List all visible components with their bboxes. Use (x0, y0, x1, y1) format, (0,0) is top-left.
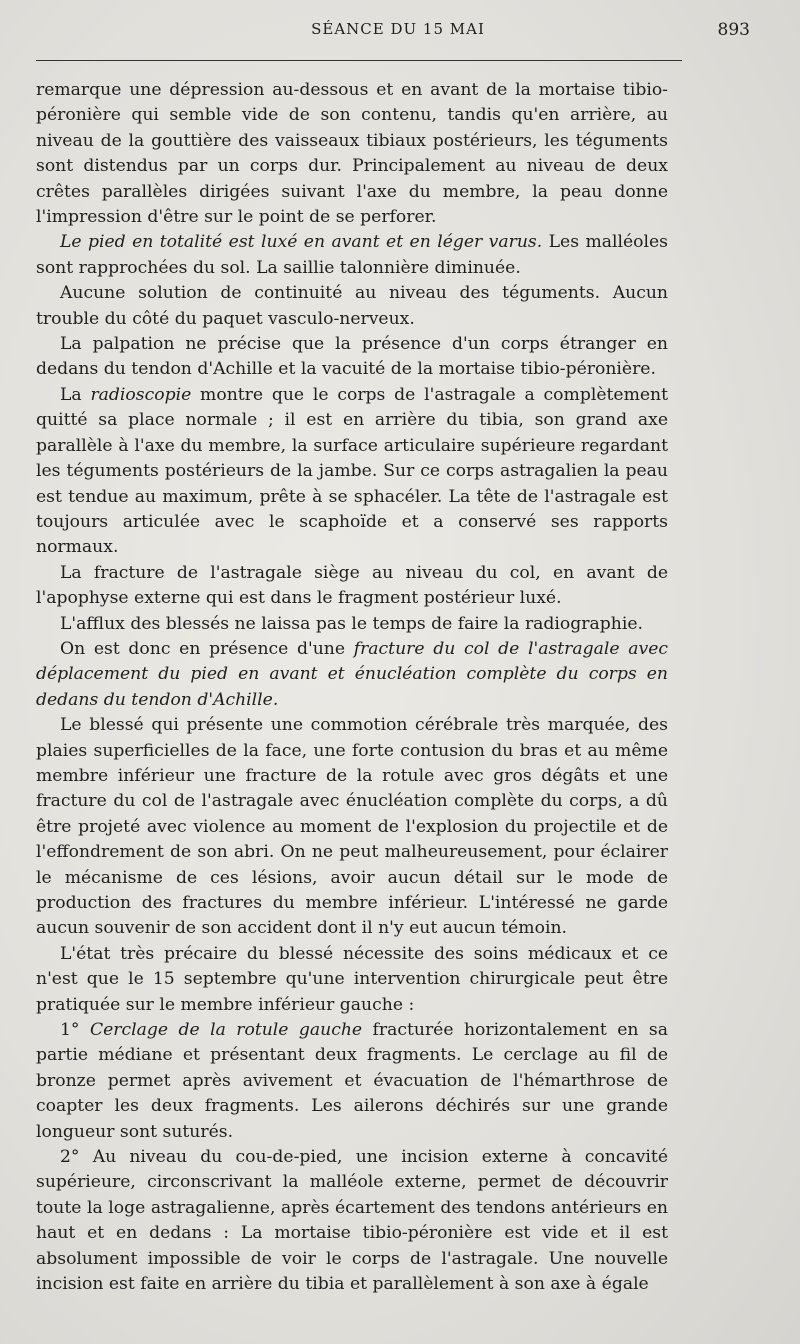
paragraph: L'état très précaire du blessé nécessite des soins médicaux et ce n'est que le 15 septembre qu'une intervention chirurgicale peut être pratiquée sur le membre inférieur gauche : (36, 943, 668, 1015)
paragraph: 1° Cerclage de la rotule gauche fracturée horizontalement en sa partie médiane et présentant deux fragments. Le cerclage au fil de bronze permet après avivement et évacuation de l'hémarthrose de coapter les deux fragments. Les ailerons déchirés sur une grande longueur sont suturés. (36, 1020, 668, 1142)
paragraph: Le pied en totalité est luxé en avant et en léger varus. Les malléoles sont rapprochées du sol. La saillie talonnière diminuée. (36, 232, 669, 278)
page-number: 893 (717, 20, 750, 40)
paragraph: La radioscopie montre que le corps de l'astragale a complètement quitté sa place normale ; il est en arrière du tibia, son grand axe parallèle à l'axe du membre, la surface articulaire supérieure regardant les téguments postérieurs de la jambe. Sur ce corps astragalien la peau est tendue au maximum, prête à se sphacéler. La tête de l'astragale est toujours articulée avec le scaphoïde et a conservé ses rapports normaux. (36, 384, 669, 558)
paragraph: On est donc en présence d'une fracture du col de l'astragale avec déplacement du pied en avant et énucléation complète du corps en dedans du tendon d'Achille. (36, 638, 668, 710)
body-text (36, 78, 668, 1298)
paragraph: 2° Au niveau du cou-de-pied, une incision externe à concavité supérieure, circonscrivant la malléole externe, permet de découvrir toute la loge astragalienne, après écartement des tendons antérieurs en haut et en dedans : La mortaise tibio-péronière est vide et il est absolument impossible de voir le corps de l'astragale. Une nouvelle incision est faite en arrière du tibia et parallèlement à son axe à égale (36, 1147, 668, 1295)
running-title: SÉANCE DU 15 MAI (311, 20, 485, 38)
header-rule (36, 60, 682, 61)
paragraph: Aucune solution de continuité au niveau des téguments. Aucun trouble du côté du paquet vasculo-nerveux. (36, 283, 668, 329)
paragraph: remarque une dépression au-dessous et en avant de la mortaise tibio-péronière qui semble vide de son contenu, tandis qu'en arrière, au niveau de la gouttière des vaisseaux tibiaux postérieurs, les téguments sont distendus par un corps dur. Principalement au niveau de deux crêtes parallèles dirigées suivant l'axe du membre, la peau donne l'impression d'être sur le point de se perforer. (36, 80, 668, 228)
paragraph: Le blessé qui présente une commotion cérébrale très marquée, des plaies superficielles de la face, une forte contusion du bras et au même membre inférieur une fracture de la rotule avec gros dégâts et une fracture du col de l'astragale avec énucléation complète du corps, a dû être projeté avec violence au moment de l'explosion du projectile et de l'effondrement de son abri. On ne peut malheureusement, pour éclairer le mécanisme de ces lésions, avoir aucun détail sur le mode de production des fractures du membre inférieur. L'intéressé ne garde aucun souvenir de son accident dont il n'y eut aucun témoin. (36, 715, 668, 939)
paragraph: La fracture de l'astragale siège au niveau du col, en avant de l'apophyse externe qui est dans le fragment postérieur luxé. (36, 562, 668, 609)
paragraph: La palpation ne précise que la présence d'un corps étranger en dedans du tendon d'Achille et la vacuité de la mortaise tibio-péronière. (36, 334, 668, 380)
page-header (36, 20, 760, 46)
paragraph: L'afflux des blessés ne laissa pas le temps de faire la radiographie. (60, 613, 643, 634)
